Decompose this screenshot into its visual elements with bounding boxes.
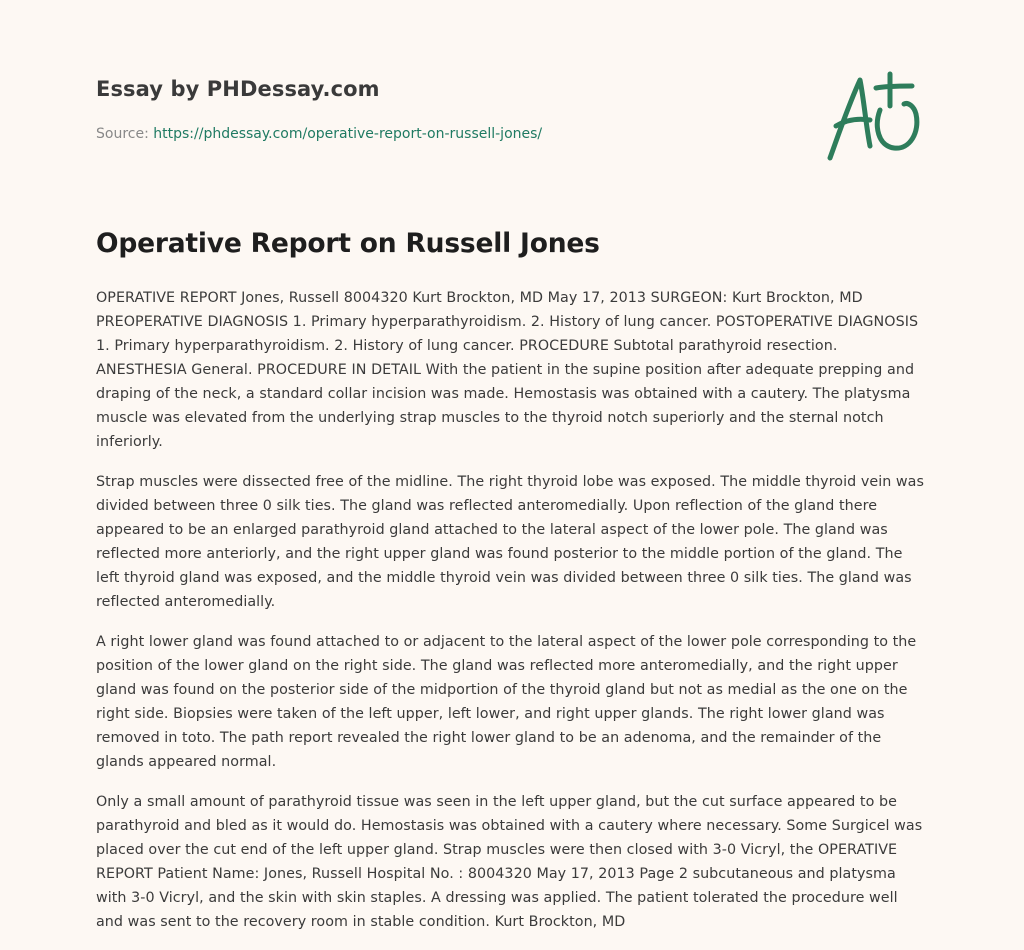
paragraph: OPERATIVE REPORT Jones, Russell 8004320 Kurt Brockton, MD May 17, 2013 SURGEON: Kurt Brockton, MD PREOPERATIVE DIAGNOSIS 1. Primary hyperparathyroidism. 2. History of lung cancer. POSTOPERATIVE DIAGNOSIS 1. Primary hyperparathyroidism. 2. History of lung cancer. PROCEDURE Subtotal parathyroid resection. ANESTHESIA General. PROCEDURE IN DETAIL With the patient in the supine position after adequate prepping and draping of the neck, a standard collar incision was made. Hemostasis was obtained with a cautery. The platysma muscle was elevated from the underlying strap muscles to the thyroid notch superiorly and the sternal notch inferiorly. [96, 290, 919, 450]
essay-header [96, 74, 796, 143]
source-label: Source: [96, 126, 149, 142]
article-body [96, 286, 928, 950]
source-line [96, 125, 796, 143]
a-plus-grade-icon [820, 66, 930, 166]
paragraph: A right lower gland was found attached to or adjacent to the lateral aspect of the lower pole corresponding to the position of the lower gland on the right side. The gland was reflected more anteromedially, and the right upper gland was found on the posterior side of the midportion of the thyroid gland but not as medial as the one on the right side. Biopsies were taken of the left upper, left lower, and right upper glands. The right lower gland was removed in toto. The path report revealed the right lower gland to be an adenoma, and the remainder of the glands appeared normal. [96, 634, 917, 770]
paragraph: Strap muscles were dissected free of the midline. The right thyroid lobe was exposed. The middle thyroid vein was divided between three 0 silk ties. The gland was reflected anteromedially. Upon reflection of the gland there appeared to be an enlarged parathyroid gland attached to the lateral aspect of the lower pole. The gland was reflected more anteriorly, and the right upper gland was found posterior to the middle portion of the gland. The left thyroid gland was exposed, and the middle thyroid vein was divided between three 0 silk ties. The gland was reflected anteromedially. [96, 474, 924, 610]
site-brand: Essay by PHDessay.com [96, 77, 380, 101]
paragraph: Only a small amount of parathyroid tissue was seen in the left upper gland, but the cut surface appeared to be parathyroid and bled as it would do. Hemostasis was obtained with a cautery where necessary. Some Surgicel was placed over the cut end of the left upper gland. Strap muscles were then closed with 3-0 Vicryl, the OPERATIVE REPORT Patient Name: Jones, Russell Hospital No. : 8004320 May 17, 2013 Page 2 subcutaneous and platysma with 3-0 Vicryl, and the skin with skin staples. A dressing was applied. The patient tolerated the procedure well and was sent to the recovery room in stable condition. Kurt Brockton, MD [96, 794, 923, 930]
article-title: Operative Report on Russell Jones [96, 228, 600, 259]
source-link[interactable]: https://phdessay.com/operative-report-on-russell-jones/ [153, 126, 543, 142]
